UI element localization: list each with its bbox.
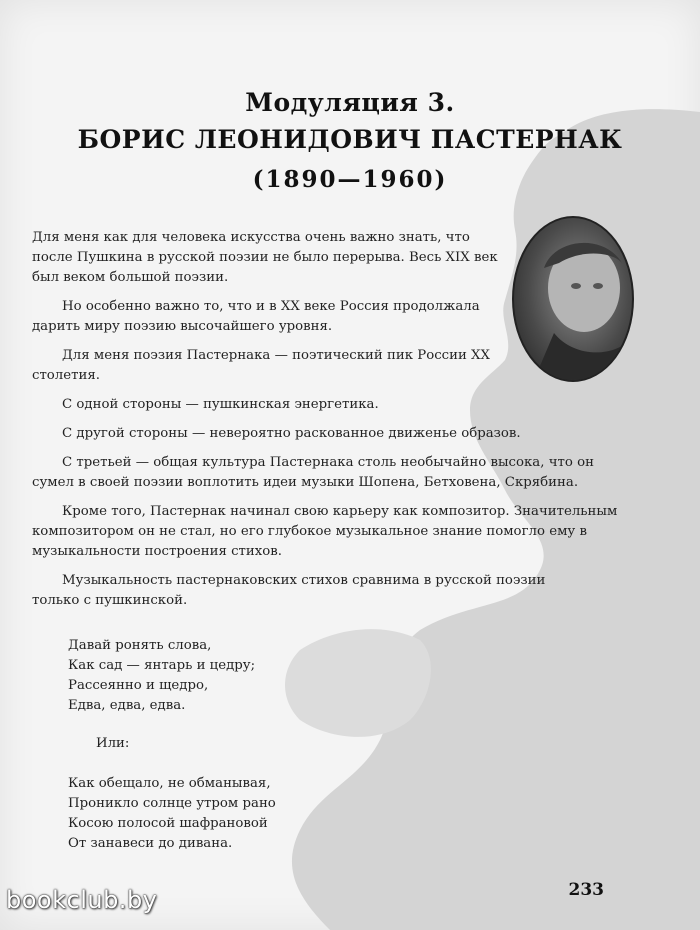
chapter-number: Модуляция 3.: [245, 88, 455, 117]
paragraph: Музыкальность пастернаковских стихов сравнима в русской поэзии только с пушкинской.: [32, 573, 546, 608]
paragraph: Для меня поэзия Пастернака — поэтический пик России XX столетия.: [32, 348, 490, 383]
poem-line: Косою полосой шафрановой: [68, 816, 268, 831]
paragraph: Кроме того, Пастернак начинал свою карьеру как композитор. Значительным композитором он не стал, но его глубокое музыкальное знание помогло ему в музыкальности построения стихов.: [32, 504, 618, 559]
poem-line: Едва, едва, едва.: [68, 698, 186, 713]
chapter-heading: [60, 86, 640, 200]
poem-line: Рассеянно и щедро,: [68, 678, 209, 693]
article-text: [32, 228, 632, 620]
page-number: 233: [568, 880, 604, 900]
life-years: (1890—1960): [252, 166, 448, 193]
paragraph: Но особенно важно то, что и в XX веке Россия продолжала дарить миру поэзию высочайшего уровня.: [32, 299, 480, 334]
watermark: bookclub.by: [6, 886, 158, 914]
poet-name: БОРИС ЛЕОНИДОВИЧ ПАСТЕРНАК: [77, 125, 623, 154]
paragraph: С другой стороны — невероятно раскованное движенье образов.: [62, 426, 521, 441]
paragraph: С третьей — общая культура Пастернака столь необычайно высока, что он сумел в своей поэзии воплотить идеи музыки Шопена, Бетховена, Скрябина.: [32, 455, 594, 490]
poem-line: Как сад — янтарь и цедру;: [68, 658, 256, 673]
or-label: Или:: [96, 736, 130, 751]
poem-line: Как обещало, не обманывая,: [68, 776, 271, 791]
poem-line: От занавеси до дивана.: [68, 836, 233, 851]
paragraph: Для меня как для человека искусства очень важно знать, что после Пушкина в русской поэзии не было перерыва. Весь XIX век был веком большой поэзии.: [32, 230, 498, 285]
poem-excerpt-2: [68, 774, 276, 854]
poem-line: Давай ронять слова,: [68, 638, 212, 653]
poem-excerpt-1: [68, 636, 255, 716]
paragraph: С одной стороны — пушкинская энергетика.: [62, 397, 379, 412]
poem-line: Проникло солнце утром рано: [68, 796, 276, 811]
